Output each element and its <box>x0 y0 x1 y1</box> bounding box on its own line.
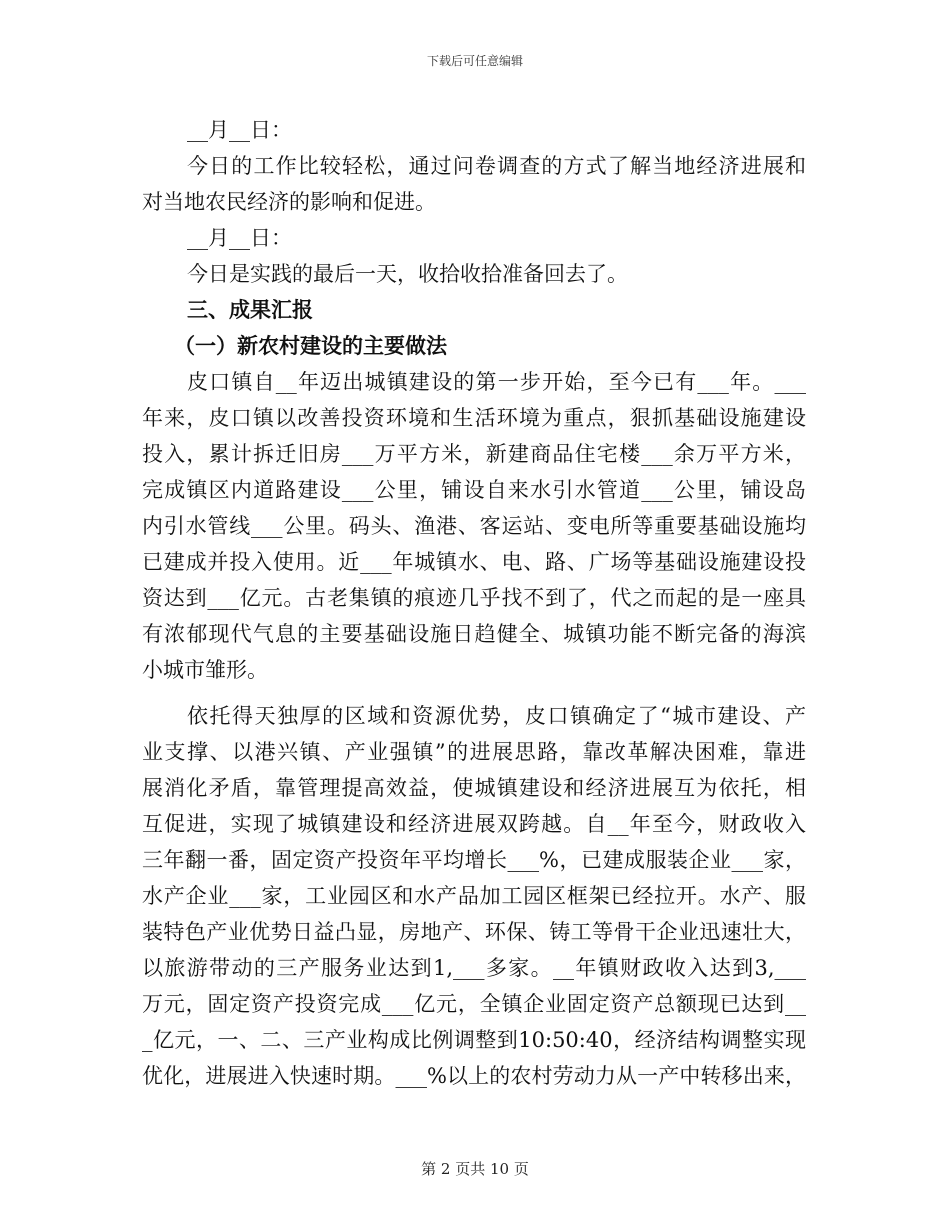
text-line: 已建成并投入使用。近___年城镇水、电、路、广场等基础设施建设投 <box>142 550 806 574</box>
date-line: __月__日： <box>187 118 292 142</box>
text-line: 内引水管线___公里。码头、渔港、客运站、变电所等重要基础设施均 <box>142 514 806 538</box>
text-line: 万元，固定资产投资完成___亿元，全镇企业固定资产总额现已达到__ <box>142 992 806 1016</box>
text-line: 年来，皮口镇以改善投资环境和生活环境为重点，狠抓基础设施建设 <box>142 406 806 430</box>
page-header: 下载后可任意编辑 <box>426 54 523 68</box>
text-line: 有浓郁现代气息的主要基础设施日趋健全、城镇功能不断完备的海滨 <box>142 622 806 646</box>
date-line: __月__日： <box>187 226 292 250</box>
text-line: 依托得天独厚的区域和资源优势，皮口镇确定了“城市建设、产 <box>187 704 806 728</box>
paragraph-gap <box>142 688 806 698</box>
text-line: 互促进，实现了城镇建设和经济进展双跨越。自__年至今，财政收入 <box>142 812 806 836</box>
text-line: 优化，进展进入快速时期。___%以上的农村劳动力从一产中转移出来， <box>142 1064 806 1088</box>
text-line: 装特色产业优势日益凸显，房地产、环保、铸工等骨干企业迅速壮大， <box>142 920 806 944</box>
text-line: 三年翻一番，固定资产投资年平均增长___%，已建成服装企业___家， <box>142 848 806 872</box>
text-line: 今日是实践的最后一天，收拾收拾准备回去了。 <box>187 262 628 286</box>
text-line: 对当地农民经济的影响和促进。 <box>142 190 436 214</box>
text-line: 完成镇区内道路建设___公里，铺设自来水引水管道___公里，铺设岛 <box>142 478 806 502</box>
text-line: 以旅游带动的三产服务业达到1,___多家。__年镇财政收入达到3,___ <box>142 956 806 980</box>
text-line: _亿元，一、二、三产业构成比例调整到10:50:40，经济结构调整实现 <box>142 1028 806 1052</box>
text-line: 水产企业___家，工业园区和水产品加工园区框架已经拉开。水产、服 <box>142 884 806 908</box>
text-line: 业支撑、以港兴镇、产业强镇”的进展思路，靠改革解决困难，靠进 <box>142 740 806 764</box>
text-line: 皮口镇自__年迈出城镇建设的第一步开始，至今已有___年。___ <box>187 370 806 394</box>
text-line: 投入，累计拆迁旧房___万平方米，新建商品住宅楼___余万平方米， <box>142 442 806 466</box>
text-line: 小城市雏形。 <box>142 658 268 682</box>
text-line: 资达到___亿元。古老集镇的痕迹几乎找不到了，代之而起的是一座具 <box>142 586 806 610</box>
text-line: 展消化矛盾，靠管理提高效益，使城镇建设和经济进展互为依托，相 <box>142 776 806 800</box>
page-footer: 第 2 页共 10 页 <box>421 1160 529 1178</box>
section-heading: 三、成果汇报 <box>187 297 313 322</box>
document-body <box>142 112 806 1094</box>
subsection-heading: （一）新农村建设的主要做法 <box>174 333 447 358</box>
text-line: 今日的工作比较轻松，通过问卷调查的方式了解当地经济进展和 <box>187 154 806 178</box>
